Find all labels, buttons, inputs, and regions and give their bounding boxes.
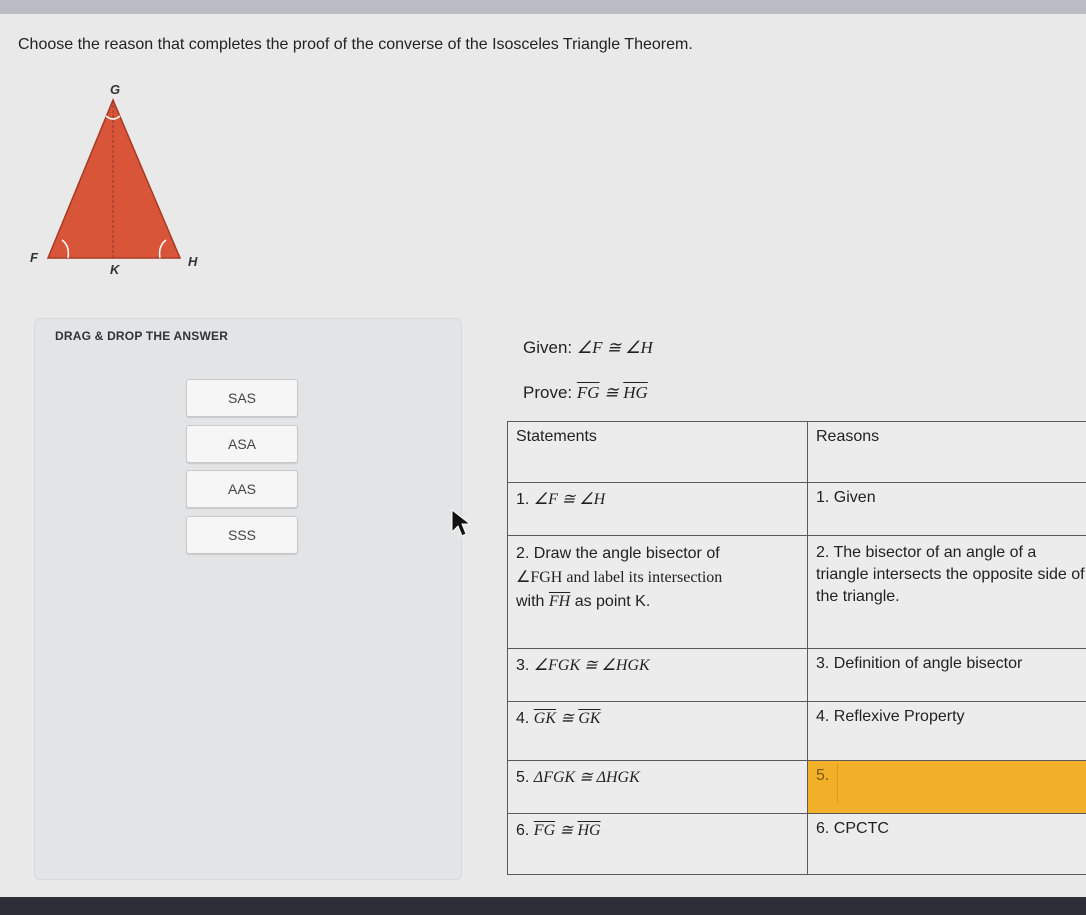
statement-cell-6 xyxy=(508,814,808,875)
given-expression: ∠F ≅ ∠H xyxy=(576,338,653,357)
prove-statement xyxy=(523,383,648,403)
statement-cell-2 xyxy=(508,536,808,649)
statement-cell-5 xyxy=(508,761,808,814)
segment-fg: $\overline{FG}$ xyxy=(533,822,556,839)
drag-drop-title: DRAG & DROP THE ANSWER xyxy=(55,329,229,343)
table-row xyxy=(508,536,1086,649)
choice-asa[interactable]: ASA xyxy=(186,425,298,463)
reason-cell-3: 3. Definition of angle bisector xyxy=(808,649,1086,702)
segment-gk: $\overline{GK}$ xyxy=(533,710,557,727)
relation: ≅ xyxy=(560,710,574,727)
choice-aas[interactable]: AAS xyxy=(186,470,298,508)
choice-sas[interactable]: SAS xyxy=(186,379,298,417)
statement-number: 4. xyxy=(516,710,530,727)
drag-drop-panel xyxy=(34,318,462,880)
vertex-label-h: H xyxy=(188,254,198,269)
statement-cell-1 xyxy=(508,483,808,536)
reason-cell-2: 2. The bisector of an angle of a triangle intersects the opposite side of the triangle. xyxy=(808,536,1086,649)
vertex-label-k: K xyxy=(110,262,120,277)
statement-number: 5. xyxy=(516,769,530,786)
statement-text: ΔFGK ≅ ΔHGK xyxy=(533,769,640,786)
table-header-row xyxy=(508,422,1086,483)
segment-hg: $\overline{HG}$ xyxy=(577,822,601,839)
relation: ≅ xyxy=(559,822,573,839)
top-window-strip xyxy=(0,0,1086,14)
proof-table xyxy=(507,421,1086,875)
table-row xyxy=(508,649,1086,702)
table-row xyxy=(508,761,1086,814)
table-row xyxy=(508,483,1086,536)
statement-text: with xyxy=(516,593,545,610)
reason-cell-1: 1. Given xyxy=(808,483,1086,536)
choice-sss[interactable]: SSS xyxy=(186,516,298,554)
table-row xyxy=(508,702,1086,761)
isosceles-triangle-figure xyxy=(28,80,208,280)
statement-cell-3 xyxy=(508,649,808,702)
statement-number: 1. xyxy=(516,491,530,508)
prove-label: Prove: xyxy=(523,383,573,402)
bottom-window-strip xyxy=(0,897,1086,915)
statement-text: ∠F ≅ ∠H xyxy=(533,491,606,508)
prove-segment-fg: $\overline{FG}$ xyxy=(576,383,600,402)
statement-text: ∠FGK ≅ ∠HGK xyxy=(533,657,650,674)
prove-segment-hg: $\overline{HG}$ xyxy=(623,383,648,402)
statements-header: Statements xyxy=(508,422,808,483)
statement-text: ∠FGH and label its intersection xyxy=(516,569,723,586)
vertex-label-g: G xyxy=(110,82,121,97)
given-statement xyxy=(523,338,653,358)
segment-gk: $\overline{GK}$ xyxy=(578,710,601,727)
given-label: Given: xyxy=(523,338,573,357)
mouse-pointer-icon xyxy=(450,508,472,538)
vertex-label-f: F xyxy=(30,250,38,265)
statement-number: 2. xyxy=(516,545,530,562)
reason-drop-target[interactable] xyxy=(808,761,1086,814)
reason-cell-6: 6. CPCTC xyxy=(808,814,1086,875)
statement-text: Draw the angle bisector of xyxy=(533,545,720,562)
segment-fh: $\overline{FH}$ xyxy=(548,593,571,610)
reason-cell-4: 4. Reflexive Property xyxy=(808,702,1086,761)
table-row xyxy=(508,814,1086,875)
reasons-header: Reasons xyxy=(808,422,1086,483)
prove-relation: ≅ xyxy=(604,383,619,402)
statement-number: 3. xyxy=(516,657,530,674)
statement-cell-4 xyxy=(508,702,808,761)
reason-number: 5. xyxy=(816,767,830,784)
answer-drop-zone[interactable] xyxy=(837,763,1086,803)
statement-number: 6. xyxy=(516,822,530,839)
question-instruction: Choose the reason that completes the proof of the converse of the Isosceles Triangle Theorem. xyxy=(18,36,693,53)
statement-text: as point K. xyxy=(574,593,651,610)
